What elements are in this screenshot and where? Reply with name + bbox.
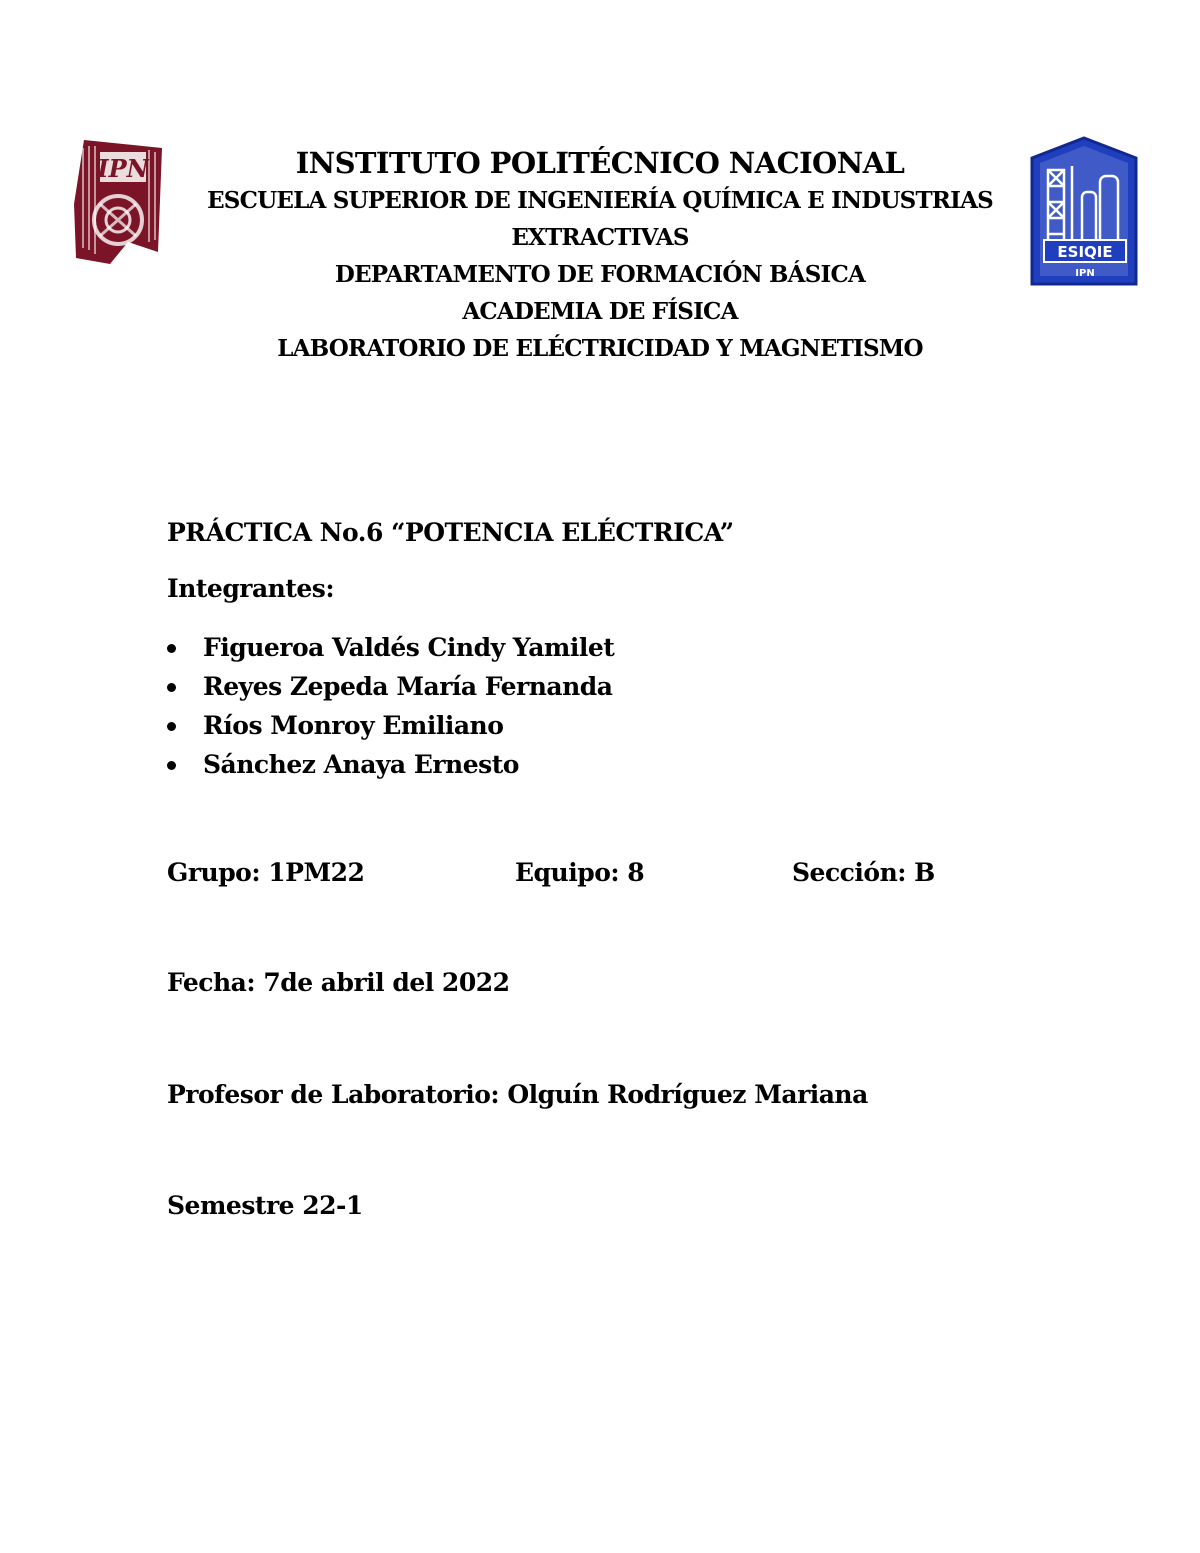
date-line: Fecha: 7de abril del 2022 bbox=[167, 968, 510, 997]
bullet-icon bbox=[167, 683, 176, 692]
bullet-icon bbox=[167, 722, 176, 731]
department-name: DEPARTAMENTO DE FORMACIÓN BÁSICA bbox=[334, 261, 866, 288]
semester-line: Semestre 22-1 bbox=[167, 1191, 363, 1220]
academy-name: ACADEMIA DE FÍSICA bbox=[462, 298, 738, 325]
laboratory-name: LABORATORIO DE ELÉCTRICIDAD Y MAGNETISMO bbox=[277, 335, 923, 362]
practice-title: PRÁCTICA No.6 “POTENCIA ELÉCTRICA” bbox=[167, 518, 734, 547]
list-item bbox=[167, 667, 614, 706]
esiqie-logo bbox=[1030, 136, 1138, 286]
professor-line: Profesor de Laboratorio: Olguín Rodríguez Mariana bbox=[167, 1080, 868, 1109]
members-list bbox=[167, 628, 614, 784]
list-item bbox=[167, 745, 614, 784]
bullet-icon bbox=[167, 761, 176, 770]
list-item bbox=[167, 628, 614, 667]
list-item bbox=[167, 706, 614, 745]
institution-name: INSTITUTO POLITÉCNICO NACIONAL bbox=[295, 146, 905, 180]
svg-text:IPN: IPN bbox=[97, 154, 149, 183]
school-name-continued: EXTRACTIVAS bbox=[511, 224, 689, 251]
member-name: Figueroa Valdés Cindy Yamilet bbox=[203, 633, 615, 662]
member-name: Ríos Monroy Emiliano bbox=[203, 711, 504, 740]
document-header bbox=[170, 144, 1030, 367]
svg-text:ESIQIE: ESIQIE bbox=[1057, 243, 1113, 261]
ipn-logo bbox=[70, 134, 166, 272]
bullet-icon bbox=[167, 644, 176, 653]
school-name: ESCUELA SUPERIOR DE INGENIERÍA QUÍMICA E INDUSTRIAS bbox=[207, 187, 993, 214]
team-label: Equipo: 8 bbox=[515, 858, 645, 887]
svg-text:IPN: IPN bbox=[1075, 268, 1095, 279]
section-label: Sección: B bbox=[792, 858, 935, 887]
members-label: Integrantes: bbox=[167, 574, 335, 603]
group-info-row bbox=[167, 858, 1067, 898]
member-name: Sánchez Anaya Ernesto bbox=[203, 750, 519, 779]
group-label: Grupo: 1PM22 bbox=[167, 858, 365, 887]
member-name: Reyes Zepeda María Fernanda bbox=[203, 672, 613, 701]
